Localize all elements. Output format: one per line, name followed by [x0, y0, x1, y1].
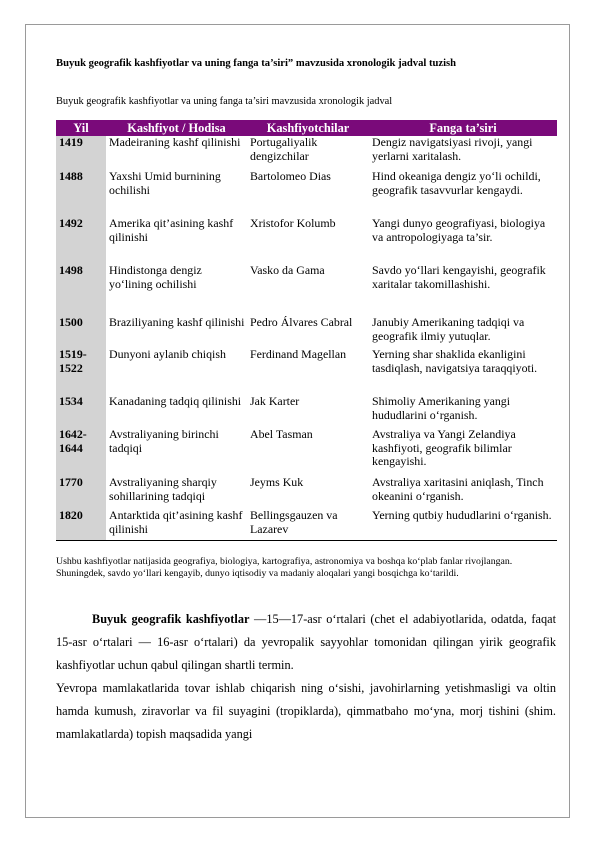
definition-paragraph: [56, 608, 556, 677]
bold-term: Buyuk geografik kashfiyotlar: [92, 612, 250, 626]
cell-discoverers: Pedro Álvares Cabral: [250, 315, 353, 329]
cell-year: 1492: [56, 217, 106, 264]
cell-impact: Avstraliya xaritasini aniqlash, Tinch okeanini o‘rganish.: [372, 475, 544, 503]
cell-discoverers: Bartolomeo Dias: [250, 169, 331, 183]
table-row: [56, 348, 557, 395]
table-row: [56, 316, 557, 348]
cell-discoverers: Xristofor Kolumb: [250, 216, 336, 230]
table-row: [56, 509, 557, 540]
cell-impact: Shimoliy Amerikaning yangi hududlarini o‘rganish.: [372, 394, 511, 422]
table-row: [56, 428, 557, 476]
cell-impact: Yerning shar shaklida ekanligini tasdiqlash, navigatsiya taraqqiyoti.: [372, 347, 538, 375]
chronology-table: [56, 120, 557, 541]
cell-year: 1419: [56, 136, 106, 170]
cell-event: Antarktida qit’asining kashf qilinishi: [106, 509, 247, 540]
cell-event: Yaxshi Umid burnining ochilishi: [109, 169, 221, 197]
cell-event: Avstraliyaning sharqiy sohillarining tadqiqi: [109, 475, 217, 503]
header-discoverers: Kashfiyotchilar: [247, 120, 369, 136]
document-title: Buyuk geografik kashfiyotlar va uning fanga ta’siri” mavzusida xronologik jadval tuzish: [56, 58, 457, 69]
cell-impact: Janubiy Amerikaning tadqiqi va geografik ilmiy yutuqlar.: [372, 315, 525, 343]
header-event: Kashfiyot / Hodisa: [106, 120, 247, 136]
table-row: [56, 170, 557, 217]
cell-year: 1534: [56, 395, 106, 428]
cell-discoverers: Jeyms Kuk: [250, 475, 304, 489]
table-caption: Buyuk geografik kashfiyotlar va uning fanga ta’siri mavzusida xronologik jadval: [56, 96, 393, 107]
cell-event: Amerika qit’asining kashf qilinishi: [109, 216, 234, 244]
cell-impact: Dengiz navigatsiyasi rivoji, yangi yerlarni xaritalash.: [372, 135, 533, 163]
cell-event: Dunyoni aylanib chiqish: [109, 347, 226, 361]
cell-event: Avstraliyaning birinchi tadqiqi: [109, 427, 219, 455]
cell-year: 1642-1644: [56, 428, 106, 476]
table-header-row: [56, 120, 557, 136]
table-row: [56, 136, 557, 170]
definition-text: —15—17-asr o‘rtalari (chet el adabiyotlarida, odatda, faqat 15-asr o‘rtalari — 16-asr o‘rtalari) da yevropalik sayyohlar tomonidan qilingan yirik geografik kashfiyotlar uchun qabul qilingan shartli termin.: [56, 612, 556, 672]
cell-impact: Savdo yo‘llari kengayishi, geografik xaritalar takomillashishi.: [372, 263, 546, 291]
cell-year: 1770: [56, 476, 106, 509]
cell-discoverers: Jak Karter: [250, 394, 300, 408]
cell-discoverers: Portugaliyalik dengizchilar: [250, 135, 318, 163]
cell-event: Braziliyaning kashf qilinishi: [109, 315, 245, 329]
cell-year: 1498: [56, 264, 106, 316]
cell-year: 1820: [56, 509, 106, 540]
table-row: [56, 476, 557, 509]
cell-impact: Yangi dunyo geografiyasi, biologiya va antropologiyaga ta’sir.: [372, 216, 546, 244]
cell-event: Madeiraning kashf qilinishi: [109, 135, 241, 149]
table-note: Ushbu kashfiyotlar natijasida geografiya, biologiya, kartografiya, astronomiya va boshqa ko‘plab fanlar rivojlangan. Shuningdek, savdo yo‘llari kengayib, dunyo iqtisodiy va madaniy aloqalari yangi bosqichga ko‘tarildi.: [56, 556, 513, 580]
cell-event: Kanadaning tadqiq qilinishi: [109, 394, 242, 408]
header-impact: Fanga ta’siri: [369, 120, 557, 136]
cell-discoverers: Ferdinand Magellan: [250, 347, 347, 361]
table-row: [56, 217, 557, 264]
cell-discoverers: Vasko da Gama: [250, 263, 325, 277]
table-row: [56, 264, 557, 316]
cell-discoverers: Bellingsgauzen va Lazarev: [247, 509, 369, 540]
cell-impact: Hind okeaniga dengiz yo‘li ochildi, geografik tasavvurlar kengaydi.: [372, 169, 541, 197]
header-year: Yil: [56, 120, 106, 136]
cell-discoverers: Abel Tasman: [250, 427, 313, 441]
cell-year: 1500: [56, 316, 106, 348]
cell-year: 1488: [56, 170, 106, 217]
cell-impact: Avstraliya va Yangi Zelandiya kashfiyoti, geografik bilimlar kengayishi.: [372, 427, 516, 469]
cell-event: Hindistonga dengiz yo‘lining ochilishi: [109, 263, 202, 291]
body-paragraph: Yevropa mamlakatlarida tovar ishlab chiqarish ning o‘sishi, javohirlarning yetishmasligi va oltin hamda kumush, ziravorlar va fil suyagini (tropiklarda), qimmatbaho mo‘yna, morj tishini (shim. mamlakatlarda) topish maqsadida yangi: [56, 681, 556, 741]
cell-year: 1519-1522: [56, 348, 106, 395]
table-row: [56, 395, 557, 428]
cell-impact: Yerning qutbiy hududlarini o‘rganish.: [369, 509, 557, 540]
